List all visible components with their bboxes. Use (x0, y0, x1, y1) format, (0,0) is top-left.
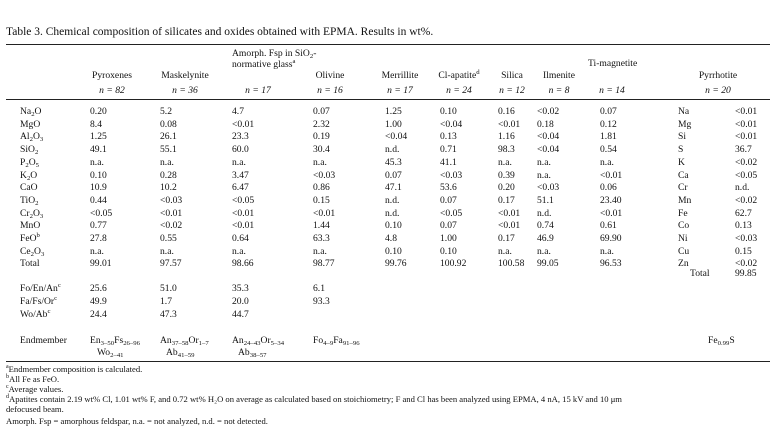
table-cell: 60.0 (232, 144, 249, 156)
table-cell: 0.19 (313, 131, 330, 143)
col-header: Maskelynite (161, 70, 209, 81)
table-cell: n.d. (385, 144, 400, 156)
table-cell: <0.04 (537, 144, 560, 156)
col-n: n = 12 (499, 85, 525, 96)
table-cell: 63.3 (313, 233, 330, 244)
table-cell: n.a. (232, 156, 246, 168)
table-cell: 27.8 (90, 233, 107, 244)
table-cell: 3.47 (232, 169, 249, 181)
table-cell: <0.05 (232, 194, 255, 206)
endmember-pyroxenes-wo: $Wo_{2-41}$ (97, 347, 124, 359)
table-cell: 100.58 (498, 258, 525, 270)
col-header: Pyrrhotite (698, 70, 738, 81)
ratio-cell: 93.3 (313, 296, 330, 307)
col-n: n = 16 (317, 85, 343, 96)
table-cell: <0.01 (498, 207, 521, 219)
table-cell: 1.25 (90, 131, 107, 143)
footnote-d-cont: defocused beam. (6, 404, 64, 414)
footnote-b: $^b$All Fe as FeO. (6, 374, 60, 384)
table-cell: <0.01 (498, 220, 521, 232)
ratio-label: Fa/Fs/Or$^c$ (20, 295, 58, 307)
pyrrhotite-element: Si (678, 131, 687, 143)
table-cell: 0.86 (313, 182, 330, 194)
ratio-cell: 6.1 (313, 283, 325, 294)
ratio-cell: 35.3 (232, 283, 249, 294)
ratio-cell: 47.3 (160, 309, 177, 320)
table-cell: 0.07 (440, 194, 457, 206)
table-cell: n.a. (232, 245, 246, 257)
table-cell: <0.03 (160, 194, 183, 206)
table-cell: 100.92 (440, 258, 467, 270)
row-label: $Cr_2O_3$ (20, 207, 44, 220)
ratio-cell: 20.0 (232, 296, 249, 307)
table-cell: <0.05 (90, 207, 113, 219)
footnote-c: $^c$Average values. (6, 384, 64, 394)
row-label: $Ce_2O_3$ (20, 245, 45, 258)
table-cell: 1.00 (385, 118, 402, 130)
table-cell: <0.05 (440, 207, 463, 219)
pyrrhotite-element: Mg (678, 118, 692, 130)
ratio-cell: 24.4 (90, 309, 107, 320)
table-cell: n.a. (498, 156, 512, 168)
table-cell: 1.16 (498, 131, 515, 143)
table-cell: n.a. (90, 245, 104, 257)
pyrrhotite-value: <0.05 (735, 169, 758, 181)
pyrrhotite-total-label: Total (690, 268, 710, 279)
row-label: MnO (20, 220, 41, 232)
pyrrhotite-element: Cr (678, 182, 688, 194)
table-cell: 0.17 (498, 194, 515, 206)
table-cell: 10.9 (90, 182, 107, 194)
row-label: $K_2O$ (20, 169, 38, 182)
pyrrhotite-element: Ca (678, 169, 689, 181)
table-cell: 0.07 (600, 106, 617, 117)
table-cell: 98.3 (498, 144, 515, 156)
footnote-a: $^a$Endmember composition is calculated. (6, 364, 143, 374)
row-label: TiO$_2$ (20, 194, 39, 207)
col-n: n = 8 (548, 85, 570, 96)
pyrrhotite-element: Na (678, 106, 690, 117)
table-cell: n.a. (498, 245, 512, 257)
pyrrhotite-value: <0.01 (735, 118, 758, 130)
table-cell: 4.7 (232, 106, 244, 117)
table-cell: 0.10 (440, 106, 457, 117)
table-cell: 0.28 (160, 169, 177, 181)
table-cell: n.a. (313, 156, 327, 168)
row-label: CaO (20, 182, 38, 194)
table-cell: 10.2 (160, 182, 177, 194)
table-cell: n.a. (90, 156, 104, 168)
col-header: Olivine (315, 70, 345, 81)
table-cell: 98.77 (313, 258, 335, 270)
table-cell: <0.01 (498, 118, 521, 130)
footnote-d: $^d$Apatites contain 2.19 wt% Cl, 1.01 wt% F, and 0.72 wt% H₂O on average as calculated based on stoichiometry; F and Cl has been analyzed using EPMA, 4 nA, 15 kV and 10 μm (6, 394, 622, 404)
row-label: MgO (20, 118, 41, 130)
col-header: Silica (501, 70, 523, 81)
table-cell: 0.61 (600, 220, 617, 232)
table-cell: 49.1 (90, 144, 107, 156)
table-cell: <0.01 (232, 220, 255, 232)
table-cell: 30.4 (313, 144, 330, 156)
table-cell: n.a. (600, 156, 614, 168)
ratio-label: Fo/En/An$^c$ (20, 282, 61, 294)
row-label: FeO$^b$ (20, 232, 40, 244)
table-cell: 55.1 (160, 144, 177, 156)
table-cell: 0.06 (600, 182, 617, 194)
table-cell: 69.90 (600, 233, 622, 244)
pyrrhotite-element: K (678, 156, 685, 168)
table-cell: 0.10 (385, 245, 402, 257)
col-header: Amorph. Fsp in SiO$_2$-normative glass$^a$ (232, 48, 317, 70)
table-cell: 99.01 (90, 258, 112, 270)
table-cell: 23.40 (600, 194, 622, 206)
top-rule (6, 44, 770, 45)
pyrrhotite-element: Cu (678, 245, 690, 257)
col-n: n = 36 (172, 85, 198, 96)
footnote-abbrev: Amorph. Fsp = amorphous feldspar, n.a. = not analyzed, n.d. = not detected. (6, 416, 268, 426)
pyrrhotite-value: <0.01 (735, 106, 758, 117)
table-cell: 0.10 (90, 169, 107, 181)
table-cell: 0.10 (440, 245, 457, 257)
row-label: Total (20, 258, 40, 270)
col-header: Merrillite (381, 70, 419, 81)
row-label: $P_2O_5$ (20, 156, 39, 169)
table-cell: 53.6 (440, 182, 457, 194)
endmember-maskelynite: $An_{37-58}Or_{1-7}$ (160, 335, 209, 347)
table-cell: <0.03 (440, 169, 463, 181)
table-cell: 0.54 (600, 144, 617, 156)
table-cell: <0.01 (600, 207, 623, 219)
table-cell: 45.3 (385, 156, 402, 168)
endmember-pyroxenes: $En_{3-50}Fs_{26-96}$ (90, 335, 140, 347)
table-cell: 1.44 (313, 220, 330, 232)
table-caption: Table 3. Chemical composition of silicates and oxides obtained with EPMA. Results in wt%. (6, 26, 434, 38)
endmember-maskelynite-ab: $Ab_{41-59}$ (166, 347, 195, 359)
table-cell: 0.07 (313, 106, 330, 117)
ratio-cell: 25.6 (90, 283, 107, 294)
table-cell: 46.9 (537, 233, 554, 244)
table-cell: n.a. (537, 169, 551, 181)
table-cell: 1.00 (440, 233, 457, 244)
row-label: $Al_2O_3$ (20, 131, 44, 144)
pyrrhotite-element: Fe (678, 207, 688, 219)
table-cell: 0.12 (600, 118, 617, 130)
pyrrhotite-element: Co (678, 220, 690, 232)
table-cell: 0.71 (440, 144, 457, 156)
table-cell: 6.47 (232, 182, 249, 194)
col-header: Ilmenite (543, 70, 575, 81)
table-cell: 4.8 (385, 233, 397, 244)
row-label: SiO$_2$ (20, 144, 39, 157)
row-label: $Na_2O$ (20, 106, 42, 118)
table-cell: n.a. (313, 245, 327, 257)
table-cell: 23.3 (232, 131, 249, 143)
table-cell: 0.55 (160, 233, 177, 244)
ratio-cell: 49.9 (90, 296, 107, 307)
table-cell: <0.01 (232, 118, 255, 130)
table-cell: 0.17 (498, 233, 515, 244)
table-cell: 26.1 (160, 131, 177, 143)
pyrrhotite-value: <0.02 (735, 258, 758, 270)
table-cell: 0.74 (537, 220, 554, 232)
pyrrhotite-total-value: 99.85 (735, 268, 757, 279)
col-n: n = 24 (446, 85, 472, 96)
table-cell: n.a. (600, 245, 614, 257)
table-cell: 5.2 (160, 106, 172, 117)
table-cell: <0.03 (537, 182, 560, 194)
table-cell: 0.07 (385, 169, 402, 181)
table-cell: <0.01 (160, 207, 183, 219)
ratio-cell: 51.0 (160, 283, 177, 294)
table-cell: 51.1 (537, 194, 554, 206)
table-cell: 0.16 (498, 106, 515, 117)
table-cell: 0.15 (313, 194, 330, 206)
col-header: Cl-apatite$^d$ (438, 69, 480, 81)
table-cell: 41.1 (440, 156, 457, 168)
endmember-pyrrhotite: $Fe_{0.99}S$ (708, 335, 735, 347)
pyrrhotite-value: <0.02 (735, 156, 758, 168)
table-cell: 97.57 (160, 258, 182, 270)
table-cell: 0.64 (232, 233, 249, 244)
table-cell: 0.13 (440, 131, 457, 143)
pyrrhotite-value: <0.03 (735, 233, 758, 244)
table-cell: 2.32 (313, 118, 330, 130)
pyrrhotite-element: S (678, 144, 684, 156)
pyrrhotite-value: 62.7 (735, 207, 752, 219)
pyrrhotite-element: Ni (678, 233, 688, 244)
col-n: n = 17 (387, 85, 413, 96)
table-cell: <0.02 (160, 220, 183, 232)
table-cell: n.a. (160, 156, 174, 168)
ratio-cell: 44.7 (232, 309, 249, 320)
table-cell: 99.05 (537, 258, 559, 270)
pyrrhotite-element: Zn (678, 258, 689, 270)
endmember-olivine: $Fo_{4-9}Fa_{91-96}$ (313, 335, 360, 347)
table-cell: <0.01 (313, 207, 336, 219)
table-cell: 99.76 (385, 258, 407, 270)
table-cell: <0.02 (537, 106, 560, 117)
col-n: n = 14 (599, 85, 625, 96)
table-cell: 0.10 (385, 220, 402, 232)
table-cell: 0.08 (160, 118, 177, 130)
table-cell: n.a. (537, 156, 551, 168)
table-cell: 0.20 (498, 182, 515, 194)
ratio-label: Wo/Ab$^c$ (20, 308, 51, 320)
col-n: n = 17 (245, 85, 271, 96)
table-cell: <0.04 (440, 118, 463, 130)
table-cell: <0.01 (600, 169, 623, 181)
pyrrhotite-value: 0.13 (735, 220, 752, 232)
table-cell: n.d. (385, 194, 400, 206)
table-cell: <0.03 (313, 169, 336, 181)
table-cell: n.d. (537, 207, 552, 219)
endmember-glass: $An_{24-43}Or_{5-34}$ (232, 335, 285, 347)
table-cell: 47.1 (385, 182, 402, 194)
table-cell: 8.4 (90, 118, 102, 130)
bottom-rule (6, 361, 770, 362)
pyrrhotite-value: 36.7 (735, 144, 752, 156)
ratio-cell: 1.7 (160, 296, 172, 307)
table-cell: 0.18 (537, 118, 554, 130)
table-cell: <0.01 (232, 207, 255, 219)
table-cell: 0.07 (440, 220, 457, 232)
table-cell: 1.81 (600, 131, 617, 143)
table-cell: n.a. (537, 245, 551, 257)
endmember-label: Endmember (20, 335, 67, 346)
table-cell: 1.25 (385, 106, 402, 117)
pyrrhotite-value: <0.01 (735, 131, 758, 143)
pyrrhotite-value: <0.02 (735, 194, 758, 206)
endmember-glass-ab: $Ab_{38-57}$ (238, 347, 267, 359)
table-cell: 0.39 (498, 169, 515, 181)
table-cell: 0.77 (90, 220, 107, 232)
table-cell: 0.20 (90, 106, 107, 117)
table-cell: n.d. (385, 207, 400, 219)
pyrrhotite-value: 0.15 (735, 245, 752, 257)
table-cell: <0.04 (385, 131, 408, 143)
header-rule (6, 99, 770, 100)
col-n: n = 82 (99, 85, 125, 96)
table-cell: 98.66 (232, 258, 254, 270)
pyrrhotite-value: n.d. (735, 182, 750, 194)
table-cell: <0.04 (537, 131, 560, 143)
pyrrhotite-element: Mn (678, 194, 692, 206)
table-cell: 0.44 (90, 194, 107, 206)
col-header: Pyroxenes (92, 70, 132, 81)
col-header: Ti-magnetite (588, 58, 638, 69)
table-cell: n.a. (160, 245, 174, 257)
table-cell: 96.53 (600, 258, 622, 270)
col-n: n = 20 (705, 85, 731, 96)
